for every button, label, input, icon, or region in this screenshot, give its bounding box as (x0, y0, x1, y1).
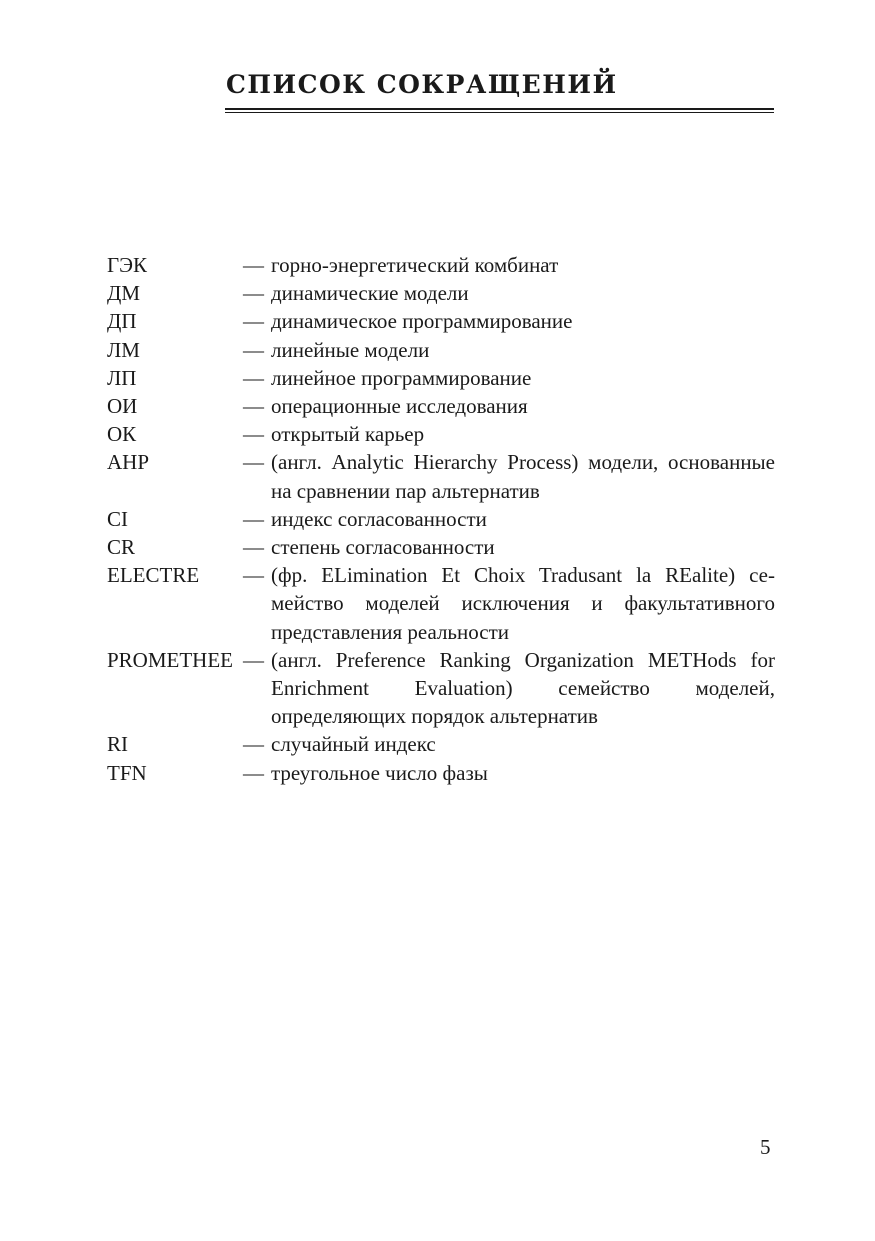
abbreviation-definition: открытый карьер (271, 422, 425, 447)
abbreviation-term: ЛП (107, 365, 137, 390)
abbreviation-list (107, 251, 775, 787)
abbreviation-row (107, 448, 775, 504)
abbreviation-dash: — (243, 422, 264, 447)
abbreviation-row (107, 279, 775, 307)
abbreviation-term: AHP (107, 450, 150, 475)
abbreviation-term: PROMETHEE (107, 647, 233, 672)
abbreviation-row (107, 646, 775, 731)
abbreviation-dash: — (243, 365, 264, 390)
abbreviation-row (107, 420, 775, 448)
abbreviation-row (107, 307, 775, 335)
abbreviation-row (107, 364, 775, 392)
abbreviation-definition: линейные модели (271, 337, 430, 362)
abbreviation-dash: — (243, 506, 264, 531)
abbreviation-definition: (фр. ELimination Et Choix Tradusant la REalite) семейство моделей исключения и факультативного представления реальности (271, 563, 775, 644)
abbreviation-definition: случайный индекс (271, 732, 436, 757)
abbreviation-definition: (англ. Analytic Hierarchy Process) модели, основанные на сравнении пар альтернатив (271, 450, 775, 503)
abbreviation-definition: индекс согласованности (271, 506, 487, 531)
abbreviation-definition: динамические модели (271, 281, 469, 306)
abbreviation-row (107, 251, 775, 279)
abbreviation-dash: — (243, 309, 264, 334)
abbreviation-term: ОК (107, 422, 137, 447)
abbreviation-dash: — (243, 535, 264, 560)
abbreviation-row (107, 759, 775, 787)
abbreviation-dash: — (243, 281, 264, 306)
abbreviation-term: ГЭК (107, 253, 148, 277)
abbreviation-definition: (англ. Preference Ranking Organization METHods for Enrichment Evaluation) семейство моделей, определяющих порядок альтернатив (271, 647, 775, 729)
abbreviation-dash: — (243, 563, 264, 588)
abbreviation-term: ДП (107, 309, 137, 334)
page-title: СПИСОК СОКРАЩЕНИЙ (226, 70, 618, 99)
abbreviation-term: RI (107, 732, 128, 757)
abbreviation-term: CI (107, 506, 128, 531)
abbreviation-term: ELECTRE (107, 563, 200, 588)
abbreviation-row (107, 561, 775, 646)
abbreviation-dash: — (243, 732, 264, 757)
abbreviation-term: ДМ (107, 281, 140, 306)
abbreviation-row (107, 730, 775, 758)
abbreviation-row (107, 336, 775, 364)
abbreviation-definition: горно-энергетический комбинат (271, 253, 559, 277)
abbreviation-dash: — (243, 253, 264, 277)
abbreviation-definition: степень согласованности (271, 535, 495, 560)
abbreviation-row (107, 533, 775, 561)
abbreviation-row (107, 505, 775, 533)
abbreviation-definition: треугольное число фазы (271, 760, 488, 785)
page-number: 5 (760, 1135, 771, 1159)
abbreviation-definition: операционные исследования (271, 394, 528, 419)
abbreviation-term: TFN (107, 760, 147, 785)
abbreviation-row (107, 392, 775, 420)
abbreviation-dash: — (243, 394, 264, 419)
abbreviation-term: ОИ (107, 394, 138, 419)
abbreviation-term: ЛМ (107, 337, 140, 362)
abbreviation-term: CR (107, 535, 136, 560)
abbreviation-definition: линейное программирование (271, 365, 532, 390)
abbreviation-dash: — (243, 760, 264, 785)
abbreviation-dash: — (243, 647, 264, 672)
abbreviation-dash: — (243, 337, 264, 362)
title-double-rule (225, 108, 774, 113)
abbreviation-definition: динамическое программирование (271, 309, 573, 334)
abbreviation-dash: — (243, 450, 264, 475)
